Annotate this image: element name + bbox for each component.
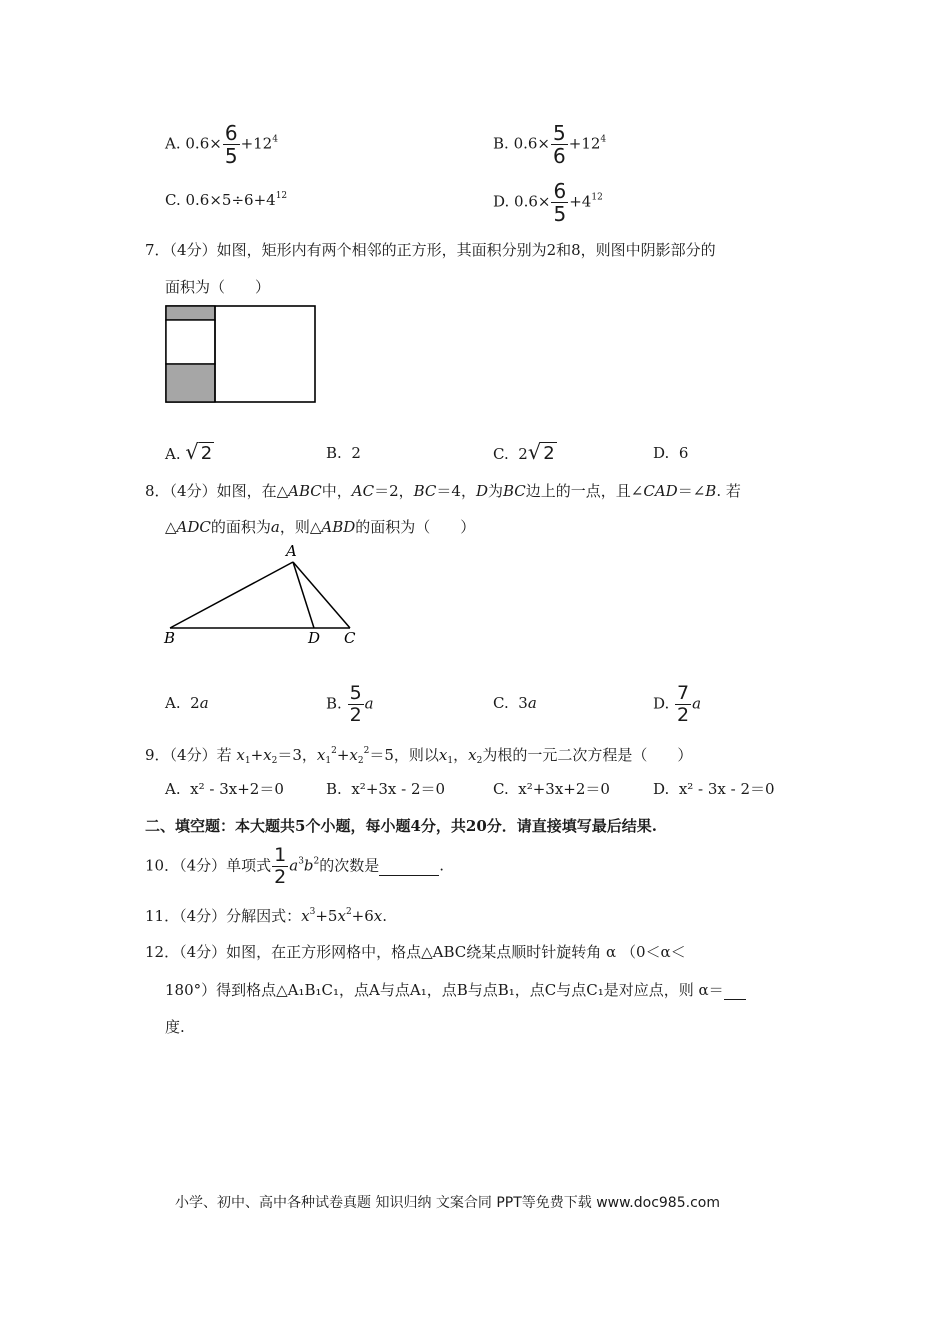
q9-option-c: C. x²+3x+2＝0 bbox=[493, 780, 610, 798]
fraction: $\frac{6}{5}$ bbox=[224, 121, 238, 168]
q9-stem: 9．（4分）若 $x_1+x_2=3$，$x_1^2+x_2^2=5$，则以$x_1$，$x_2$为根的一元二次方程是（ ） bbox=[145, 746, 693, 766]
q12-stem-line1: 12．（4分）如图，在正方形网格中，格点△ABC绕某点顺时针旋转角 α （0＜α＜ bbox=[145, 943, 686, 961]
q7-option-c: C. 2√ 2 bbox=[493, 440, 555, 464]
q8-option-c: C. 3a bbox=[493, 694, 537, 712]
q9-option-a: A. x² - 3x+2＝0 bbox=[165, 780, 284, 798]
label-a: A bbox=[286, 542, 297, 560]
q7-option-a: A. √ 2 bbox=[165, 440, 213, 464]
small-square bbox=[166, 320, 215, 364]
q8-option-d: D. $\frac{7}{2}$ a bbox=[653, 682, 702, 726]
footer-banner: 小学、初中、高中各种试卷真题 知识归纳 文案合同 PPT等免费下载 www.doc985.com bbox=[175, 1195, 720, 1211]
q12-stem-line3: 度. bbox=[165, 1018, 185, 1036]
fraction: $\frac{5}{2}$ bbox=[349, 682, 362, 726]
segment-ad bbox=[293, 562, 314, 628]
q6-option-b: B. 0.6× $\frac{5}{6}$ $+12^4$ bbox=[493, 121, 607, 168]
fraction: $\frac{1}{2}$ bbox=[274, 844, 287, 888]
q6-option-d: D. 0.6× $\frac{6}{5}$ $+4^{12}$ bbox=[493, 179, 603, 226]
q6-option-a: A. 0.6× $\frac{6}{5}$ $+12^4$ bbox=[165, 121, 278, 168]
q8-stem-line2: △ADC的面积为a，则△ABD的面积为（ ） bbox=[165, 518, 476, 536]
shaded-strip bbox=[166, 306, 215, 320]
side-ac bbox=[293, 562, 350, 628]
section-heading: 二、填空题：本大题共5个小题，每小题4分，共20分．请直接填写最后结果. bbox=[145, 817, 657, 835]
q11-stem: 11．（4分）分解因式：$x^3+5x^2+6x$. bbox=[145, 907, 388, 925]
q7-option-b: B. 2 bbox=[326, 444, 361, 462]
answer-blank[interactable] bbox=[379, 857, 439, 876]
fraction: $\frac{7}{2}$ bbox=[677, 682, 690, 726]
q9-option-d: D. x² - 3x - 2＝0 bbox=[653, 780, 775, 798]
q12-stem-line2: 180°）得到格点△A₁B₁C₁，点A与点A₁，点B与点B₁，点C与点C₁是对应点，则 α＝ bbox=[165, 979, 746, 1000]
radical-sign: √ bbox=[185, 440, 199, 464]
label-b: B bbox=[164, 629, 176, 647]
q9-option-b: B. x²+3x - 2＝0 bbox=[326, 780, 446, 798]
q8-triangle-figure bbox=[160, 540, 370, 650]
q8-stem-line1: 8．（4分）如图，在△ABC中，AC＝2，BC＝4，D为BC边上的一点，且∠CAD＝∠B. 若 bbox=[145, 482, 741, 500]
radical-sign: √ bbox=[527, 440, 542, 464]
label-d: D bbox=[308, 629, 321, 647]
q7-stem-line1: 7．（4分）如图，矩形内有两个相邻的正方形，其面积分别为2和8，则图中阴影部分的 bbox=[145, 241, 716, 259]
q10-stem: 10．（4分）单项式 $\frac{1}{2}$ $a^3b^2$的次数是 . bbox=[145, 844, 445, 888]
fraction: $\frac{5}{6}$ bbox=[553, 121, 566, 168]
answer-blank[interactable] bbox=[724, 981, 746, 1000]
q7-stem-line2: 面积为（ ） bbox=[165, 278, 271, 296]
q8-option-a: A. 2a bbox=[165, 694, 209, 712]
q6-option-c: C. $0.6\times 5\div 6+4^{12}$ bbox=[165, 191, 288, 209]
label-c: C bbox=[344, 629, 356, 647]
side-ab bbox=[170, 562, 293, 628]
q7-option-d: D. 6 bbox=[653, 444, 689, 462]
shaded-square-lower bbox=[166, 364, 215, 402]
q7-figure bbox=[163, 304, 319, 406]
q8-option-b: B. $\frac{5}{2}$ a bbox=[326, 682, 374, 726]
fraction: $\frac{6}{5}$ bbox=[553, 179, 567, 226]
